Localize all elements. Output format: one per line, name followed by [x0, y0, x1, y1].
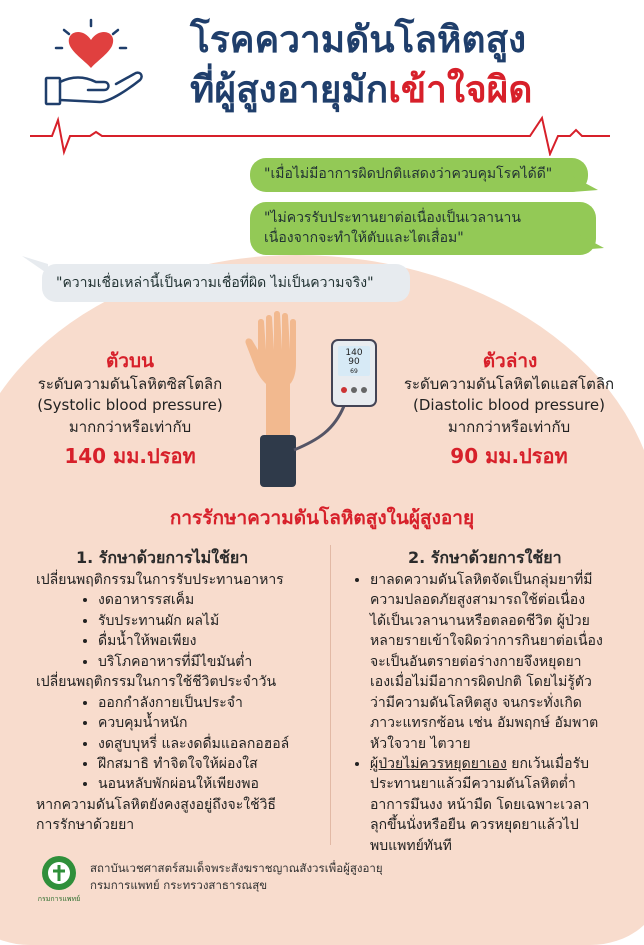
footer-line2: กรมการแพทย์ กระทรวงสาธารณสุข: [90, 878, 268, 893]
systolic-value: 140 มม.ปรอท: [64, 444, 196, 468]
footer: [90, 860, 383, 895]
systolic-heading: ตัวบน: [105, 350, 155, 372]
department-logo: [34, 853, 84, 905]
systolic-description: [10, 374, 250, 438]
logo-text: กรมการแพทย์: [37, 895, 81, 903]
lifestyle-intro: เปลี่ยนพฤติกรรมในการใช้ชีวิตประจำวัน: [36, 674, 277, 691]
list-item: • งดสูบบุหรี่ และงดดื่มแอลกอฮอล์: [98, 734, 328, 754]
myth-2-line1: "ไม่ควรรับประทานยาต่อเนื่องเป็นเวลานาน: [264, 210, 521, 226]
diet-intro: เปลี่ยนพฤติกรรมในการรับประทานอาหาร: [36, 572, 284, 588]
list-item: [370, 570, 622, 754]
myth-bubble-1: [250, 158, 588, 192]
non-drug-outro-2: การรักษาด้วยยา: [36, 817, 135, 834]
drug-p2-line: อาการมึนงง หน้ามืด โดยเฉพาะเวลา: [370, 796, 590, 813]
drug-p1-line: จะเป็นอันตรายต่อร่างกายจึงหยุดยา: [370, 653, 582, 670]
treatment-section-title: การรักษาความดันโลหิตสูงในผู้สูงอายุ: [169, 507, 475, 529]
list-item: • ออกกำลังกายเป็นประจำ: [98, 693, 328, 713]
myth-2-line2: เนื่องจากจะทำให้ตับและไตเสื่อม": [264, 229, 464, 246]
list-item: • งดอาหารรสเค็ม: [98, 590, 328, 610]
drug-p1-line: ความปลอดภัยสูงสามารถใช้ต่อเนื่อง: [370, 592, 586, 609]
drug-p1-line: ได้เป็นเวลานานหรือตลอดชีวิต ผู้ป่วย: [370, 612, 590, 629]
heart-hand-icon: [42, 18, 152, 110]
list-item: • ฝึกสมาธิ ทำจิตใจให้ผ่องใส: [98, 754, 328, 774]
drug-p1-line: หัวใจวาย ไตวาย: [370, 735, 471, 752]
systolic-line2: (Systolic blood pressure): [37, 396, 223, 415]
drug-p1-line: ยาลดความดันโลหิตจัดเป็นกลุ่มยาที่มี: [370, 572, 593, 588]
column-divider: [330, 545, 331, 845]
fact-bubble: [42, 264, 410, 302]
non-drug-content: [36, 570, 328, 836]
drug-p1-line: ว่ามีความดันโลหิตสูง จนกระทั่งเกิด: [370, 694, 582, 711]
page-title-line2: [190, 70, 532, 111]
drug-p2-line: ประทานยาแล้วมีความดันโลหิตต่ำ: [370, 776, 576, 793]
drug-p1-line: เองเมื่อไม่มีอาการผิดปกติ โดยไม่รู้ตัว: [370, 674, 592, 691]
list-item: • ควบคุมน้ำหนัก: [98, 713, 328, 733]
myth-1-text: "เมื่อไม่มีอาการผิดปกติแสดงว่าควบคุมโรคได้ดี": [264, 166, 553, 182]
drug-p1-line: ภาวะแทรกซ้อน เช่น อัมพฤกษ์ อัมพาต: [370, 715, 599, 732]
non-drug-outro-1: หากความดันโลหิตยังคงสูงอยู่ถึงจะใช้วิธี: [36, 796, 276, 813]
drug-p2-line: ลุกขึ้นนั่งหรือยืน ควรหยุดยาแล้วไป: [370, 817, 579, 834]
diastolic-description: [384, 374, 634, 438]
diastolic-heading: ตัวล่าง: [482, 350, 538, 372]
drug-p2-line: พบแพทย์ทันที: [370, 837, 452, 854]
footer-line1: สถาบันเวชศาสตร์สมเด็จพระสังฆราชญาณสังวรเพื่อผู้สูงอายุ: [90, 861, 383, 875]
title-part-b: เข้าใจผิด: [388, 68, 533, 111]
monitor-mid: 90: [348, 357, 360, 367]
bubble-tail-2: [578, 234, 604, 254]
blood-pressure-illustration: [238, 310, 388, 490]
drug-p1-line: หลายรายเข้าใจผิดว่าการกินยาต่อเนื่อง: [370, 633, 603, 650]
heartbeat-line: [30, 112, 610, 156]
fact-text: "ความเชื่อเหล่านี้เป็นความเชื่อที่ผิด ไม่เป็นความจริง": [56, 275, 374, 291]
drug-paragraph-1: [352, 570, 622, 856]
drug-p2-first-rest: ยกเว้นเมื่อรับ: [506, 755, 589, 772]
diastolic-line3: มากกว่าหรือเท่ากับ: [447, 417, 571, 436]
diastolic-line1: ระดับความดันโลหิตไดแอสโตลิก: [403, 375, 615, 393]
drug-content: [352, 570, 622, 856]
page-title-line1: โรคความดันโลหิตสูง: [190, 18, 527, 61]
non-drug-title: 1. รักษาด้วยการไม่ใช้ยา: [76, 548, 249, 567]
diastolic-line2: (Diastolic blood pressure): [413, 396, 605, 415]
bubble-tail-1: [572, 176, 598, 196]
systolic-line1: ระดับความดันโลหิตซิสโตลิก: [37, 375, 223, 393]
monitor-top: 140: [345, 348, 363, 358]
do-not-stop-emphasis: ผู้ป่วยไม่ควรหยุดยาเอง: [370, 755, 507, 772]
list-item: [370, 754, 622, 856]
list-item: • นอนหลับพักผ่อนให้เพียงพอ: [98, 774, 328, 794]
list-item: • บริโภคอาหารที่มีไขมันต่ำ: [98, 652, 328, 672]
diastolic-value: 90 มม.ปรอท: [450, 444, 568, 468]
list-item: • ดื่มน้ำให้พอเพียง: [98, 631, 328, 651]
drug-title: 2. รักษาด้วยการใช้ยา: [408, 548, 562, 567]
lifestyle-list: [36, 693, 328, 795]
title-part-a: ที่ผู้สูงอายุมัก: [190, 68, 389, 111]
bubble-tail-3: [22, 256, 48, 276]
monitor-low: 69: [350, 368, 358, 375]
systolic-line3: มากกว่าหรือเท่ากับ: [68, 417, 192, 436]
myth-bubble-2: [250, 202, 596, 255]
diet-list: [36, 590, 328, 672]
list-item: • รับประทานผัก ผลไม้: [98, 611, 328, 631]
